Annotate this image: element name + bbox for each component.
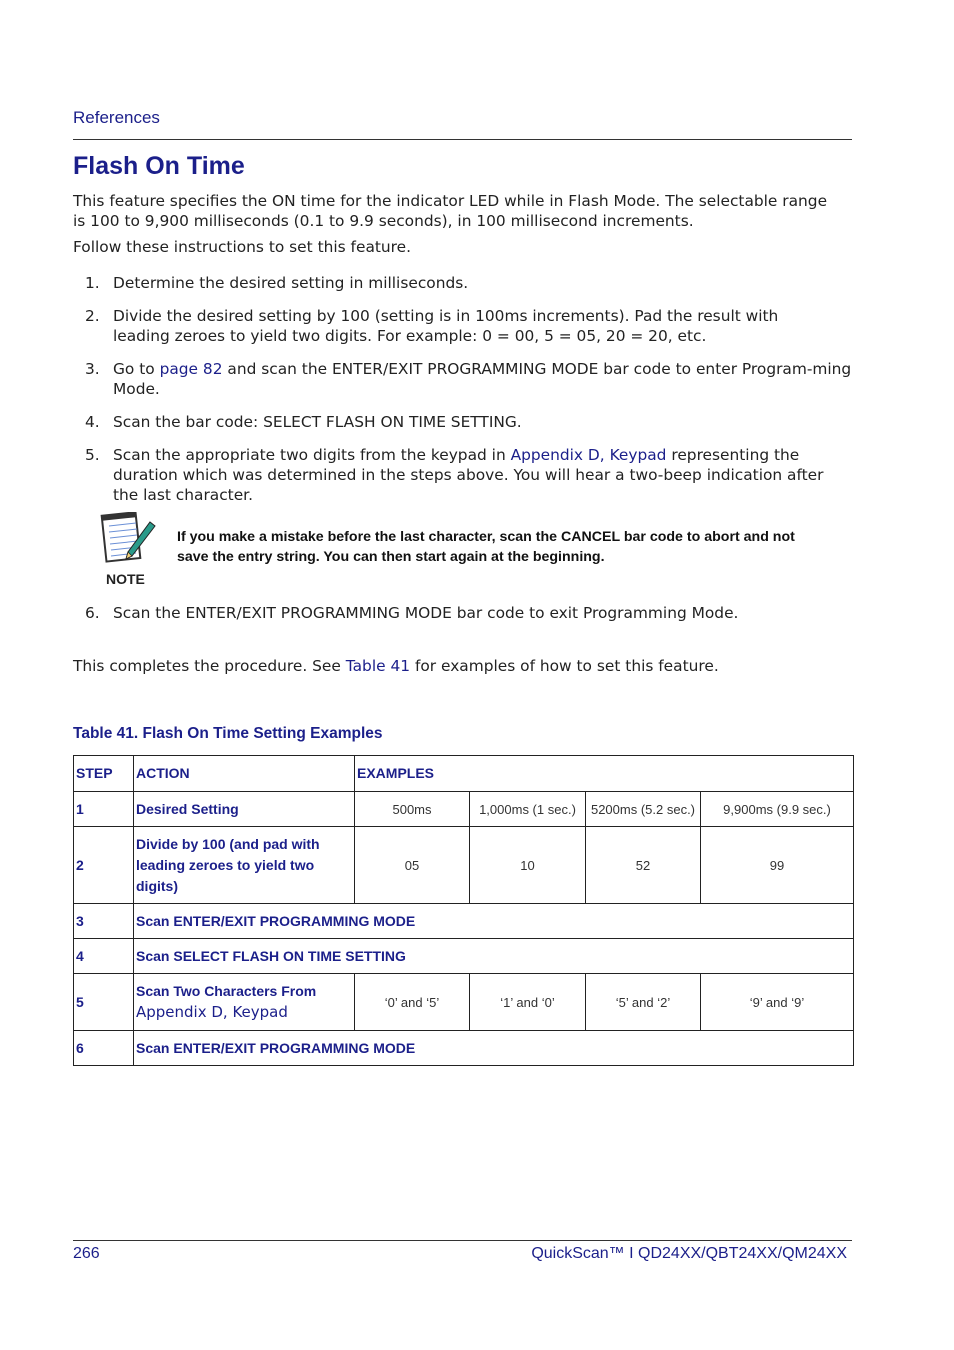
row-action: Scan SELECT FLASH ON TIME SETTING	[134, 939, 854, 974]
step-number: 5.	[85, 446, 100, 464]
header-action: ACTION	[134, 756, 355, 792]
step-item	[0, 273, 954, 293]
page-number: 266	[73, 1245, 100, 1262]
row-step: 4	[74, 939, 134, 974]
table-row	[74, 827, 854, 904]
step-text: Divide the desired setting by 100 (setting is in 100ms increments). Pad the result with leading zeroes to yield two digits. For example: 0 = 00, 5 = 05, 20 = 20, etc.	[113, 307, 779, 345]
completion-paragraph	[73, 656, 719, 676]
product-name: QuickScan™ I QD24XX/QBT24XX/QM24XX	[531, 1245, 847, 1262]
table-41-link[interactable]: Table 41	[345, 657, 411, 675]
step-text	[113, 359, 853, 399]
example-value: 500ms	[355, 792, 470, 827]
row-action: Divide by 100 (and pad with leading zeroes to yield two digits)	[134, 827, 355, 904]
step-text-post: representing the duration which was determined in the steps above. You will hear a two-beep indication after the last character.	[113, 446, 824, 504]
example-value: 99	[701, 827, 854, 904]
row-step: 6	[74, 1031, 134, 1066]
row-step: 3	[74, 904, 134, 939]
example-value: 10	[470, 827, 586, 904]
table-row	[74, 904, 854, 939]
appendix-d-keypad-table-link[interactable]: Appendix D, Keypad	[136, 1003, 288, 1021]
step-number: 6.	[85, 604, 100, 622]
note-text: If you make a mistake before the last character, scan the CANCEL bar code to abort and not save the entry string. You can then start again at the beginning.	[177, 529, 795, 565]
example-value: ‘0’ and ‘5’	[355, 974, 470, 1031]
instructions-lead: Follow these instructions to set this feature.	[73, 238, 412, 256]
step-text: Determine the desired setting in milliseconds.	[113, 274, 469, 292]
examples-table	[73, 755, 854, 1066]
appendix-d-keypad-link[interactable]: Appendix D, Keypad	[510, 446, 667, 464]
example-value: 1,000ms (1 sec.)	[470, 792, 586, 827]
note-label: NOTE	[106, 571, 145, 587]
table-caption: Table 41. Flash On Time Setting Examples	[73, 725, 383, 742]
row-action-text: Scan Two Characters From	[136, 983, 317, 999]
note-pad-pencil-icon	[100, 512, 156, 574]
row-action	[134, 974, 355, 1031]
intro-paragraph: This feature specifies the ON time for the indicator LED while in Flash Mode. The selectable range is 100 to 9,900 milliseconds (0.1 to 9.9 seconds), in 100 millisecond increments.	[73, 192, 828, 230]
table-header-row	[74, 756, 854, 792]
page-82-link[interactable]: page 82	[159, 360, 223, 378]
table-row	[74, 939, 854, 974]
row-step: 5	[74, 974, 134, 1031]
step-text-pre: Go to	[113, 360, 160, 378]
step-text-post: and scan the ENTER/EXIT PROGRAMMING MODE bar code to enter Program-ming Mode.	[113, 360, 852, 398]
example-value: ‘9’ and ‘9’	[701, 974, 854, 1031]
page-title: Flash On Time	[73, 152, 245, 180]
header-rule	[73, 139, 852, 140]
row-action: Scan ENTER/EXIT PROGRAMMING MODE	[134, 904, 854, 939]
table-row	[74, 792, 854, 827]
example-value: 52	[586, 827, 701, 904]
step-text: Scan the bar code: SELECT FLASH ON TIME SETTING.	[113, 413, 522, 431]
step-number: 2.	[85, 307, 100, 325]
row-action: Scan ENTER/EXIT PROGRAMMING MODE	[134, 1031, 854, 1066]
completion-text-post: for examples of how to set this feature.	[410, 657, 719, 675]
step-list	[0, 273, 954, 293]
step-number: 1.	[85, 274, 100, 292]
example-value: ‘1’ and ‘0’	[470, 974, 586, 1031]
header-step: STEP	[74, 756, 134, 792]
example-value: 5200ms (5.2 sec.)	[586, 792, 701, 827]
table-row	[74, 1031, 854, 1066]
table-row	[74, 974, 854, 1031]
example-value: ‘5’ and ‘2’	[586, 974, 701, 1031]
row-step: 2	[74, 827, 134, 904]
row-action: Desired Setting	[134, 792, 355, 827]
example-value: 9,900ms (9.9 sec.)	[701, 792, 854, 827]
row-step: 1	[74, 792, 134, 827]
example-value: 05	[355, 827, 470, 904]
header-examples: EXAMPLES	[355, 756, 854, 792]
step-text	[113, 445, 848, 505]
step-text-pre: Scan the appropriate two digits from the keypad in	[113, 446, 511, 464]
header-section-label: References	[73, 108, 160, 127]
step-number: 3.	[85, 360, 100, 378]
footer-rule	[73, 1240, 852, 1241]
step-number: 4.	[85, 413, 100, 431]
step-text: Scan the ENTER/EXIT PROGRAMMING MODE bar code to exit Programming Mode.	[113, 604, 739, 622]
completion-text-pre: This completes the procedure. See	[73, 657, 346, 675]
